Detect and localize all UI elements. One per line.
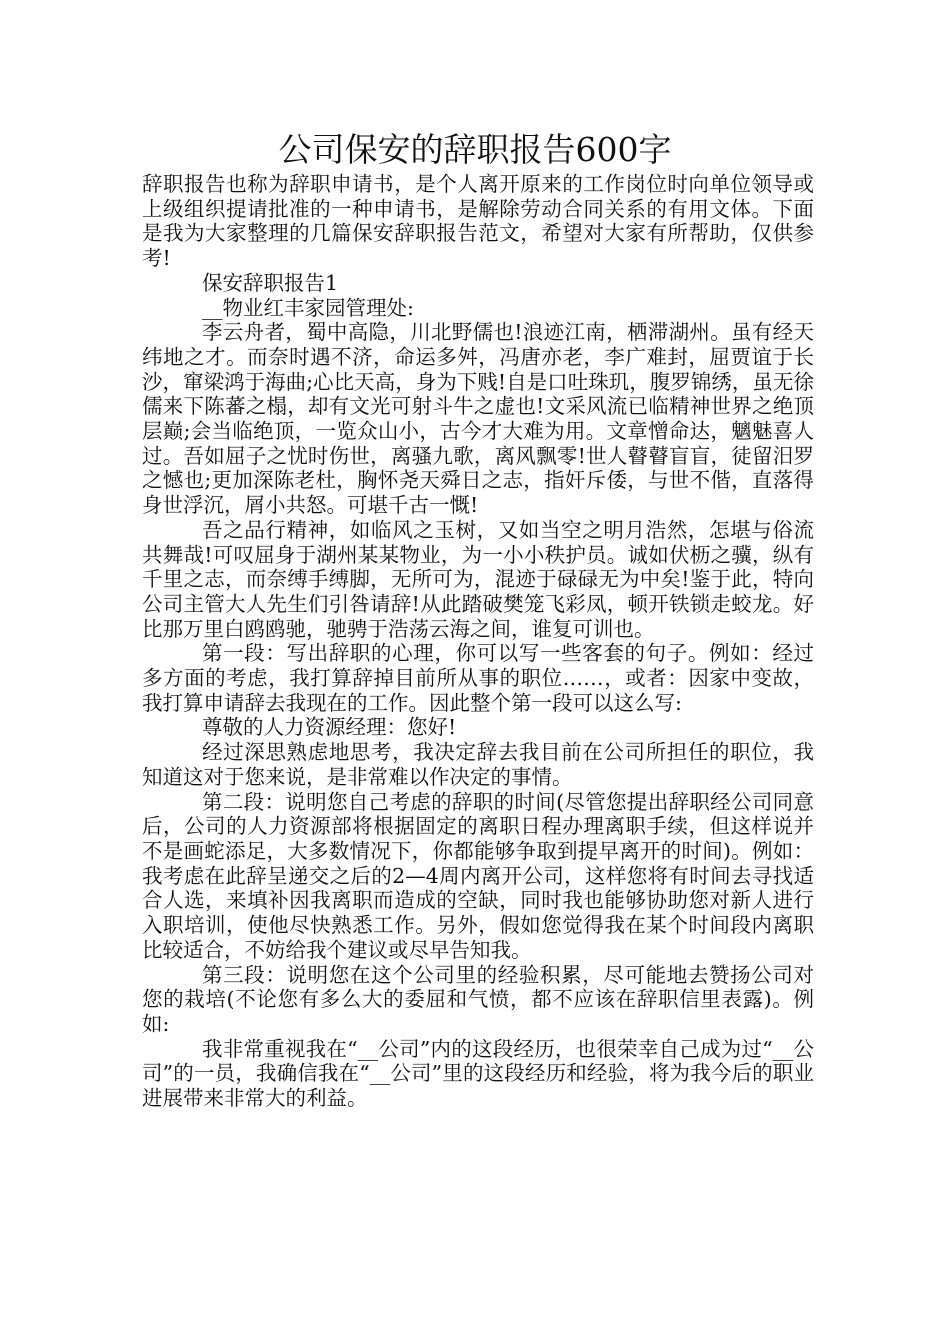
paragraph-decision: 经过深思熟虑地思考，我决定辞去我目前在公司所担任的职位，我知道这对于您来说，是非常难以作决定的事情。 [142,740,814,789]
paragraph-experience: 我非常重视我在“__公司”内的这段经历，也很荣幸自己成为过“__公司”的一员，我确信我在“__公司”里的这段经历和经验，将为我今后的职业进展带来非常大的利益。 [142,1036,814,1111]
paragraph-resignation-reason: 吾之品行精神，如临风之玉树，又如当空之明月浩然，怎堪与俗流共舞哉!可叹屈身于湖州某某物业，为一小小秩护员。诚如伏枥之骥，纵有千里之志，而奈缚手缚脚，无所可为，混迹于碌碌无为中矣!鉴于此，特向公司主管大人先生们引咎请辞!从此踏破樊笼飞彩凤，顿开铁锁走蛟龙。好比那万里白鸥鸥驰，驰骋于浩荡云海之间，谁复可训也。 [142,517,814,641]
paragraph-section-three: 第三段：说明您在这个公司里的经验积累，尽可能地去赞扬公司对您的栽培(不论您有多么大的委屈和气愤，都不应该在辞职信里表露)。例如: [142,962,814,1036]
paragraph-section-two: 第二段：说明您自己考虑的辞职的时间(尽管您提出辞职经公司同意后，公司的人力资源部将根据固定的离职日程办理离职手续，但这样说并不是画蛇添足，大多数情况下，你都能够争取到提早离开的时间)。例如：我考虑在此辞呈递交之后的2—4周内离开公司，这样您将有时间去寻找适合人选，来填补因我离职而造成的空缺，同时我也能够协助您对新人进行入职培训，使他尽快熟悉工作。另外，假如您觉得我在某个时间段内离职比较适合，不妨给我个建议或尽早告知我。 [142,789,814,962]
paragraph-addressee: __物业红丰家园管理处: [202,295,414,320]
document-body [142,172,814,1111]
document-title: 公司保安的辞职报告600字 [278,130,672,169]
paragraph-greeting: 尊敬的人力资源经理：您好! [202,715,457,740]
paragraph-report-heading: 保安辞职报告1 [202,270,339,295]
paragraph-intro: 辞职报告也称为辞职申请书，是个人离开原来的工作岗位时向单位领导或上级组织提请批准的一种申请书，是解除劳动合同关系的有用文体。下面是我为大家整理的几篇保安辞职报告范文，希望对大家有所帮助，仅供参考! [142,172,814,271]
paragraph-self-description: 李云舟者，蜀中高隐，川北野儒也!浪迹江南，栖滞湖州。虽有经天纬地之才。而奈时遇不济，命运多舛，冯唐亦老，李广难封，屈贾谊于长沙，窜梁鸿于海曲;心比天高，身为下贱!自是口吐珠玑，腹罗锦绣，虽无徐儒来下陈蕃之榻，却有文光可射斗牛之虚也!文采风流已临精神世界之绝顶层巅;会当临绝顶，一览众山小，古今才大难为用。文章憎命达，魑魅喜人过。吾如屈子之忧时伤世，离骚九歌，离风飘零!世人瞽瞽盲盲，徒留汨罗之憾也;更加深陈老杜，胸怀尧天舜日之志，指奸斥倭，与世不偕，直落得身世浮沉，屑小共怒。可堪千古一慨! [142,320,814,518]
paragraph-section-one: 第一段：写出辞职的心理，你可以写一些客套的句子。例如：经过多方面的考虑，我打算辞掉目前所从事的职位……，或者：因家中变故，我打算申请辞去我现在的工作。因此整个第一段可以这么写: [142,641,814,715]
